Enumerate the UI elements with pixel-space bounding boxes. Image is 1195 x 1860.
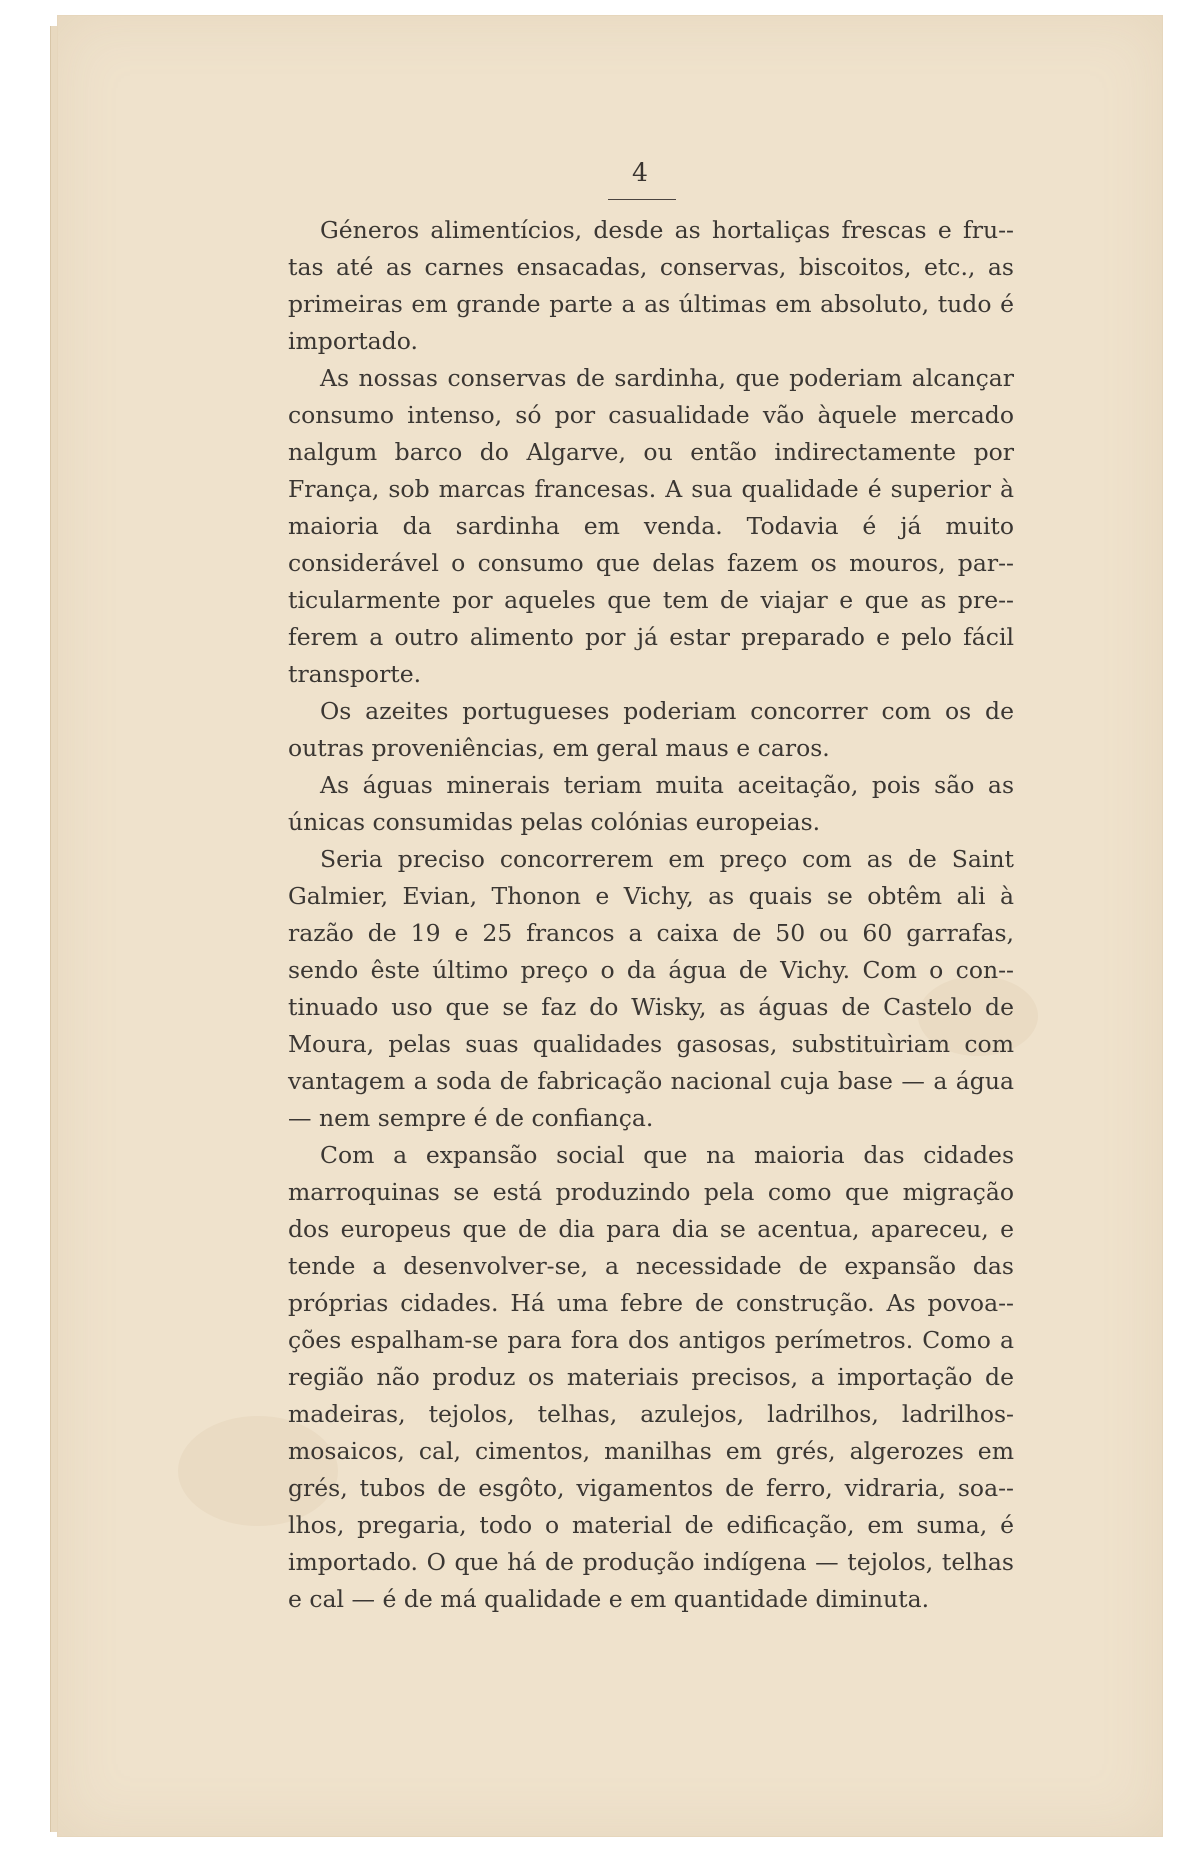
page-number-rule bbox=[608, 199, 676, 200]
paragraph: As águas minerais teriam muita aceitação, pois são as únicas consumidas pelas colónias europeias. bbox=[288, 771, 1014, 836]
paragraph: Seria preciso concorrerem em preço com as de Saint Galmier, Evian, Thonon e Vichy, as quais se obtêm ali à razão de 19 e 25 francos a caixa de 50 ou 60 garrafas, sendo êste último preço o da água de Vichy. Com o con-tinuado uso que se faz do Wisky, as águas de Castelo de Moura, pelas suas qualidades gasosas, substituìriam com vantagem a soda de fabricação nacional cuja base — a água — nem sempre é de confiança. bbox=[288, 845, 1014, 1132]
paragraph: Os azeites portugueses poderiam concorrer com os de outras proveniências, em geral maus e caros. bbox=[288, 697, 1014, 762]
paragraph: Com a expansão social que na maioria das cidades marroquinas se está produzindo pela como que migração dos europeus que de dia para dia se acentua, apareceu, e tende a desenvolver-se, a necessidade de expansão das próprias cidades. Há uma febre de construção. As povoa-ções espalham-se para fora dos antigos perímetros. Como a região não produz os materiais precisos, a importação de madeiras, tejolos, telhas, azulejos, ladrilhos, ladrilhos-mosaicos, cal, cimentos, manilhas em grés, algerozes em grés, tubos de esgôto, vigamentos de ferro, vidraria, soa-lhos, pregaria, todo o material de edificação, em suma, é importado. O que há de produção indígena — tejolos, telhas e cal — é de má qualidade e em quantidade diminuta. bbox=[288, 1141, 1014, 1613]
paragraph: Géneros alimentícios, desde as hortaliças frescas e fru-tas até as carnes ensacadas, conservas, biscoitos, etc., as primeiras em grande parte a as últimas em absoluto, tudo é importado. bbox=[288, 216, 1014, 355]
paragraph: As nossas conservas de sardinha, que poderiam alcançar consumo intenso, só por casualidade vão àquele mercado nalgum barco do Algarve, ou então indirectamente por França, sob marcas francesas. A sua qualidade é superior à maioria da sardinha em venda. Todavia é já muito considerável o consumo que delas fazem os mouros, par-ticularmente por aqueles que tem de viajar e que as pre-ferem a outro alimento por já estar preparado e pelo fácil transporte. bbox=[288, 364, 1014, 688]
page-number: 4 bbox=[632, 158, 648, 187]
body-text bbox=[288, 212, 1014, 1618]
